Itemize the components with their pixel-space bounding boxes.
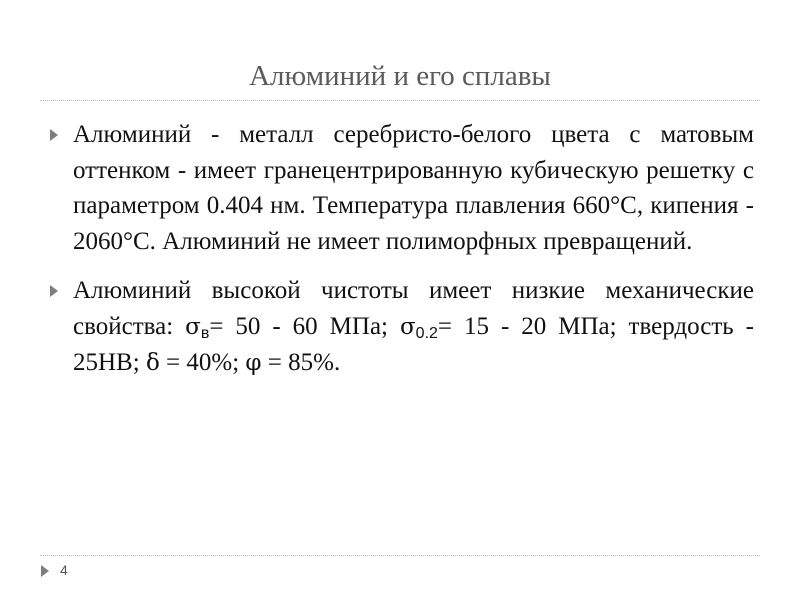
text-run: = 15 - 20 МПа; твердость - 25НВ; xyxy=(73,312,754,376)
triangle-right-icon xyxy=(50,285,58,297)
text-run: = 50 - 60 МПа; xyxy=(209,312,400,340)
text-run: = 85%. xyxy=(261,349,341,376)
text-run: Алюминий высокой чистоты имеет низкие механические свойства: xyxy=(73,277,754,340)
delta-symbol: δ xyxy=(145,350,160,376)
bullet-item xyxy=(44,117,754,259)
triangle-right-icon xyxy=(41,565,49,577)
bullet-item xyxy=(44,273,754,382)
sigma-symbol: σ xyxy=(185,313,201,340)
slide-title: Алюминий и его сплавы xyxy=(249,60,551,92)
triangle-right-icon xyxy=(50,129,58,141)
bullet-text: Алюминий - металл серебристо-белого цвета с матовым оттенком - имеет гранецентрированную кубическую решетку с параметром 0.404 нм. Температура плавления 660°С, кипения - 2060°С. Алюминий не имеет полиморфных превращений. xyxy=(73,121,754,255)
phi-symbol: φ xyxy=(245,350,262,376)
subscript: 0.2 xyxy=(415,324,438,342)
slide-content xyxy=(44,117,754,396)
subscript: в xyxy=(200,324,210,342)
bullet-text xyxy=(73,273,754,382)
text-run: = 40%; xyxy=(159,349,246,376)
page-number: 4 xyxy=(60,562,68,578)
footer-divider xyxy=(40,555,760,556)
sigma-symbol: σ xyxy=(399,313,416,340)
title-divider xyxy=(40,100,760,101)
